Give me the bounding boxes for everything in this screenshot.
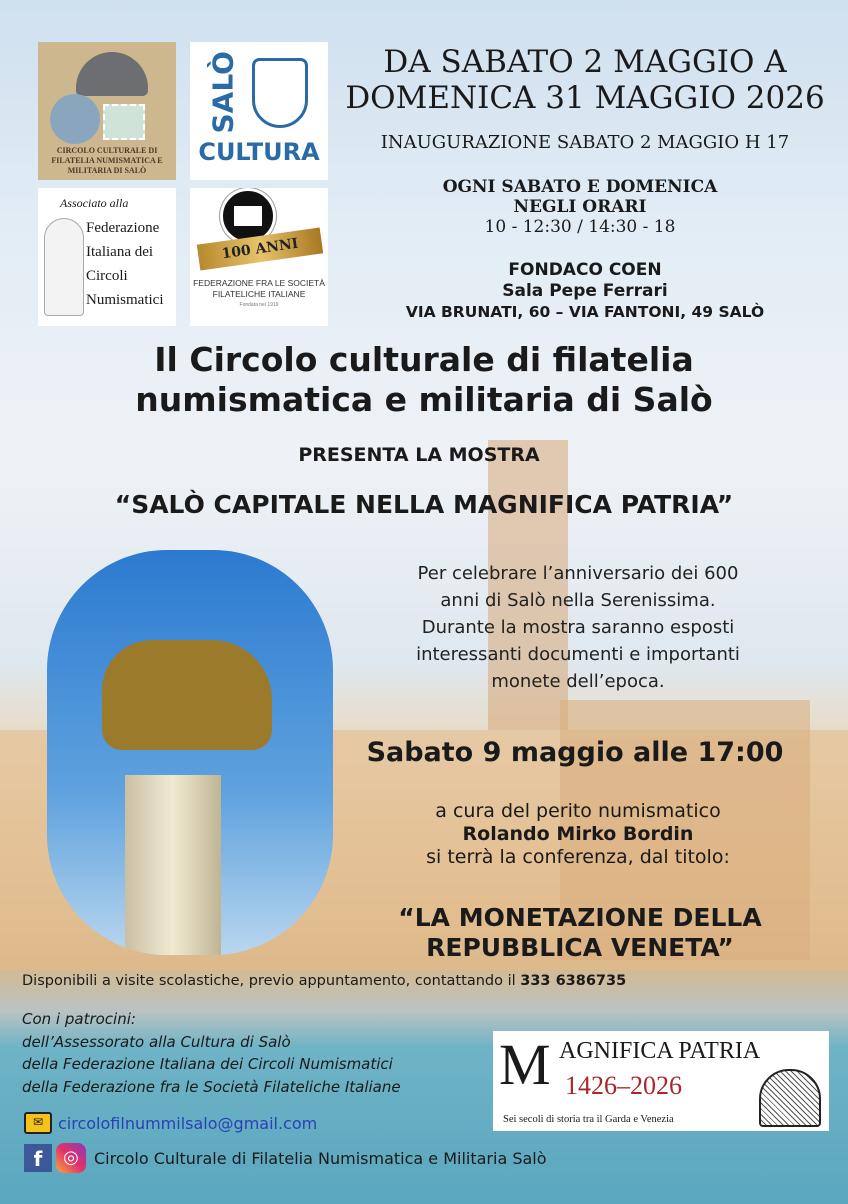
patronage-label: Con i patrocini: <box>22 1010 136 1028</box>
patronage <box>22 1008 401 1098</box>
mp-years: 1426–2026 <box>565 1071 682 1100</box>
ribbon-text: 100 ANNI <box>197 227 323 270</box>
presents-text: PRESENTA LA MOSTRA <box>298 444 540 466</box>
statue-icon <box>44 218 84 316</box>
fin-logo <box>38 188 176 326</box>
hours-block <box>380 177 780 237</box>
email-link[interactable]: circolofilnummilsalo@gmail.com <box>58 1113 318 1133</box>
patron: della Federazione Italiana dei Circoli Numismatici <box>22 1055 393 1073</box>
salo-cultura-logo <box>190 42 328 180</box>
fsfi-logo <box>190 188 328 326</box>
dates-line-1: DA SABATO 2 MAGGIO A <box>383 44 787 80</box>
fsfi-text-block <box>192 278 326 309</box>
conf-title-line-2: REPUBBLICA VENETA” <box>426 933 734 962</box>
desc-line: monete dell’epoca. <box>491 671 665 692</box>
mail-icon: ✉ <box>24 1112 52 1134</box>
email-row[interactable] <box>24 1112 317 1134</box>
venue-line-2: Sala Pepe Ferrari <box>502 281 668 301</box>
conf-line-2: si terrà la conferenza, dal titolo: <box>426 846 730 868</box>
desc-line: anni di Salò nella Serenissima. <box>440 590 716 611</box>
desc-line: Durante la mostra saranno esposti <box>421 617 735 638</box>
dates-line-2: DOMENICA 31 MAGGIO 2026 <box>345 80 825 116</box>
facebook-icon[interactable]: f <box>24 1144 52 1172</box>
stamp-icon <box>103 104 145 140</box>
coat-of-arms-icon <box>252 58 308 128</box>
circolo-logo <box>38 42 176 180</box>
social-row[interactable] <box>24 1143 547 1173</box>
winged-lion-icon <box>759 1069 821 1127</box>
description <box>360 560 796 695</box>
hours-line-2: NEGLI ORARI <box>513 197 647 217</box>
coin-icon <box>50 94 100 144</box>
hours-line-3: 10 - 12:30 / 14:30 - 18 <box>484 217 676 237</box>
inauguration-text: INAUGURAZIONE SABATO 2 MAGGIO H 17 <box>380 132 790 153</box>
patron: della Federazione fra le Società Filateliche Italiane <box>22 1077 401 1096</box>
desc-line: Per celebrare l’anniversario dei 600 <box>417 563 739 584</box>
schools-text <box>22 973 626 989</box>
conference-date: Sabato 9 maggio alle 17:00 <box>366 737 784 768</box>
column <box>125 775 221 955</box>
helmet-icon <box>76 52 148 96</box>
conference-title <box>350 903 810 963</box>
conf-speaker: Rolando Mirko Bordin <box>462 823 694 845</box>
salo-text: SALÒ <box>206 51 240 134</box>
venue-line-3: VIA BRUNATI, 60 – VIA FANTONI, 49 SALÒ <box>405 303 765 321</box>
conf-title-line-1: “LA MONETAZIONE DELLA <box>398 903 762 932</box>
lion-statue <box>102 640 272 750</box>
fsfi-name-text: FEDERAZIONE FRA LE SOCIETÀ FILATELICHE ITALIANE <box>193 278 325 299</box>
title-line-2: numismatica e militaria di Salò <box>135 380 713 419</box>
fin-name-text: Federazione Italiana dei Circoli Numismatici <box>86 220 164 308</box>
desc-line: interessanti documenti e importanti <box>416 644 740 665</box>
mp-subtitle: Sei secoli di storia tra il Garda e Venezia <box>503 1114 674 1125</box>
hours-line-1: OGNI SABATO E DOMENICA <box>442 177 718 197</box>
circolo-logo-text: CIRCOLO CULTURALE DI FILATELIA NUMISMATICA E MILITARIA DI SALÒ <box>51 146 163 175</box>
social-name: Circolo Culturale di Filatelia Numismatica e Militaria Salò <box>94 1148 547 1168</box>
exhibition-title: “SALÒ CAPITALE NELLA MAGNIFICA PATRIA” <box>114 490 734 519</box>
fin-assoc-text: Associato alla <box>60 196 129 210</box>
cultura-text: CULTURA <box>198 138 320 166</box>
venue-line-1: FONDACO COEN <box>508 260 662 280</box>
magnifica-patria-logo <box>493 1031 829 1131</box>
schools-label: Disponibili a visite scolastiche, previo appuntamento, contattando il <box>22 973 521 989</box>
instagram-icon[interactable]: ◎ <box>56 1143 86 1173</box>
lion-of-st-mark-image <box>47 550 333 955</box>
fsfi-founded-text: Fondata nel 1919 <box>239 302 279 308</box>
phone-number: 333 6386735 <box>520 973 627 989</box>
mp-title-initial: M <box>499 1032 551 1097</box>
patron: dell’Assessorato alla Cultura di Salò <box>22 1032 291 1051</box>
venue-block <box>370 260 800 323</box>
conference-info <box>360 800 796 869</box>
dates-block <box>330 44 840 116</box>
mp-title: AGNIFICA PATRIA <box>559 1038 761 1064</box>
main-title <box>0 340 848 420</box>
title-line-1: Il Circolo culturale di filatelia <box>154 340 694 379</box>
conf-line-1: a cura del perito numismatico <box>435 800 721 822</box>
